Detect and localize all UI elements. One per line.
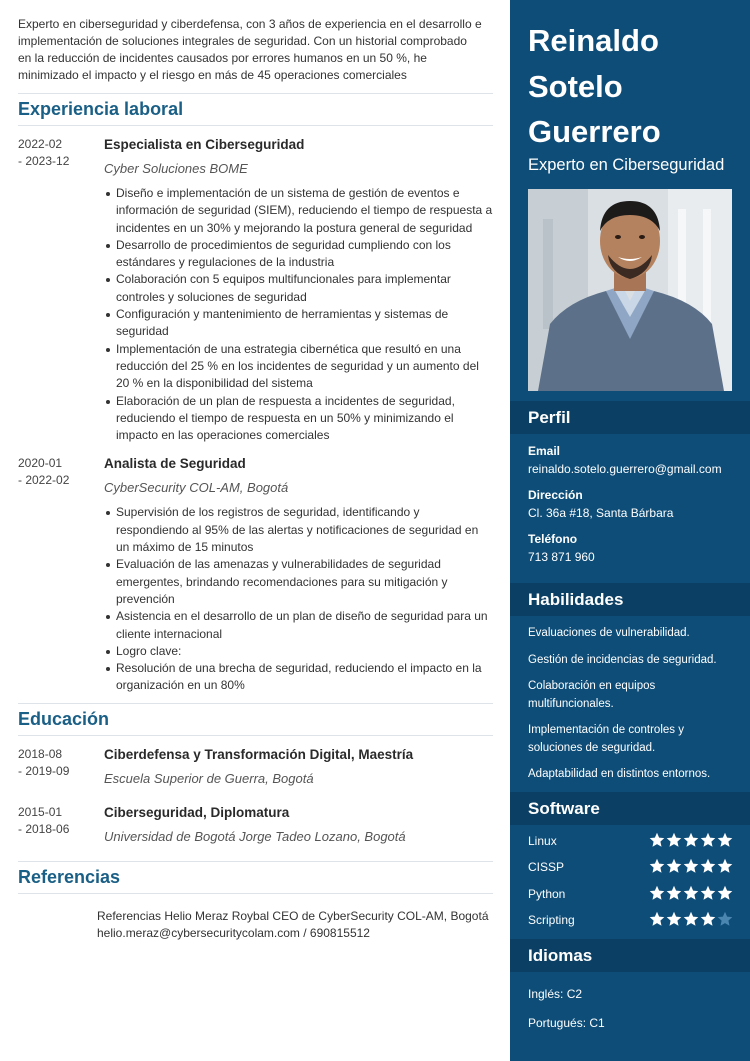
- job-dates: [18, 455, 98, 489]
- date-start: 2015-01: [18, 804, 63, 819]
- star-filled-icon: [717, 858, 733, 874]
- star-filled-icon: [700, 885, 716, 901]
- star-filled-icon: [666, 832, 682, 848]
- address-label: Dirección: [528, 488, 583, 502]
- skill-item: Implementación de controles y soluciones de seguridad.: [528, 724, 684, 754]
- job-company: Cyber Soluciones BOME: [104, 161, 248, 176]
- divider: [18, 861, 493, 862]
- star-filled-icon: [649, 885, 665, 901]
- job-entry: [18, 136, 493, 444]
- phone-label: Teléfono: [528, 532, 578, 546]
- divider: [18, 735, 493, 736]
- contact-email: [528, 443, 722, 477]
- job-company: CyberSecurity COL-AM, Bogotá: [104, 480, 289, 496]
- experience-heading: Experiencia laboral: [18, 99, 184, 119]
- job-dates: [18, 136, 98, 170]
- contact-address: [528, 487, 673, 521]
- education-entry: [18, 746, 493, 787]
- portrait-image: [528, 189, 732, 391]
- reference-contact: helio.meraz@cybersecuritycolam.com / 690815512: [97, 925, 370, 940]
- candidate-name: [510, 0, 750, 155]
- star-filled-icon: [717, 832, 733, 848]
- list-item: Desarrollo de procedimientos de seguridad cumpliendo con los estándares y regulaciones de la industria: [104, 237, 493, 272]
- star-filled-icon: [700, 832, 716, 848]
- skills-heading: Habilidades: [510, 583, 750, 616]
- list-item: Supervisión de los registros de seguridad, identificando y respondiendo al 95% de las alertas y notificaciones de seguridad en un máximo de 15 minutos: [104, 504, 493, 556]
- divider: [18, 893, 493, 894]
- software-row: [528, 858, 733, 878]
- education-dates: [18, 804, 98, 838]
- profile-heading: Perfil: [510, 401, 750, 434]
- job-title: Analista de Seguridad: [104, 456, 246, 472]
- education-degree: Ciberdefensa y Transformación Digital, Maestría: [104, 746, 414, 762]
- references-text: [18, 908, 493, 942]
- star-filled-icon: [666, 885, 682, 901]
- skill-item: Colaboración en equipos multifuncionales.: [528, 680, 656, 710]
- software-name: Python: [528, 887, 566, 901]
- skill-item: Gestión de incidencias de seguridad.: [528, 654, 717, 666]
- education-heading: Educación: [18, 708, 110, 729]
- languages-heading: Idiomas: [510, 939, 750, 972]
- job-bullets: [104, 185, 493, 444]
- language-item: Inglés: C2: [528, 987, 583, 1001]
- software-name: Scripting: [528, 913, 575, 927]
- reference-line: Referencias Helio Meraz Roybal CEO de CyberSecurity COL-AM, Bogotá: [97, 908, 489, 923]
- list-item: Colaboración con 5 equipos multifuncionales para implementar controles y soluciones de seguridad: [104, 271, 493, 306]
- list-item: Elaboración de un plan de respuesta a incidentes de seguridad, reduciendo el tiempo de respuesta en un 50% y minimizando el impacto en las operaciones comerciales: [104, 393, 493, 445]
- star-filled-icon: [683, 885, 699, 901]
- software-name: CISSP: [528, 860, 565, 874]
- name-line: Reinaldo: [528, 23, 659, 58]
- star-filled-icon: [666, 911, 682, 927]
- job-bullets: [104, 504, 493, 694]
- date-end: - 2019-09: [18, 763, 70, 778]
- software-name: Linux: [528, 834, 557, 848]
- email-label: Email: [528, 444, 561, 458]
- name-line: Sotelo: [528, 68, 623, 104]
- rating-stars: [649, 885, 733, 901]
- date-start: 2020-01: [18, 456, 63, 471]
- star-empty-icon: [717, 911, 733, 927]
- skill-item: Evaluaciones de vulnerabilidad.: [528, 627, 690, 639]
- phone-value[interactable]: 713 871 960: [528, 550, 595, 564]
- candidate-headline: Experto en Ciberseguridad: [528, 155, 725, 174]
- sidebar: [510, 0, 750, 1061]
- job-entry: [18, 455, 493, 694]
- list-item: Implementación de una estrategia cibernética que resultó en una reducción del 25 % en los incidentes de seguridad y un aumento del 20 % en la disponibilidad del sistema: [104, 341, 493, 393]
- profile-photo: [528, 189, 732, 391]
- star-filled-icon: [666, 858, 682, 874]
- email-value[interactable]: reinaldo.sotelo.guerrero@gmail.com: [528, 462, 722, 476]
- summary-text: Experto en ciberseguridad y ciberdefensa, con 3 años de experiencia en el desarrollo e implementación de soluciones integrales de seguridad. Con un historial comprobado en la reducción de incidentes causados por errores humanos en un 50 %, he minimizado el impacto y el riesgo en más de 45 operaciones comerciales: [18, 17, 482, 82]
- date-start: 2018-08: [18, 746, 63, 761]
- education-school: Escuela Superior de Guerra, Bogotá: [104, 770, 314, 786]
- skill-item: Adaptabilidad en distintos entornos.: [528, 768, 711, 780]
- software-row: [528, 911, 733, 931]
- job-title: Especialista en Ciberseguridad: [104, 137, 305, 152]
- star-filled-icon: [649, 832, 665, 848]
- divider: [18, 93, 493, 94]
- date-end: - 2023-12: [18, 154, 70, 168]
- list-item: Asistencia en el desarrollo de un plan de diseño de seguridad para un cliente internacional: [104, 608, 493, 643]
- star-filled-icon: [683, 858, 699, 874]
- date-start: 2022-02: [18, 137, 63, 151]
- education-school: Universidad de Bogotá Jorge Tadeo Lozano, Bogotá: [104, 828, 406, 844]
- list-item: Logro clave:: [104, 643, 493, 660]
- list-item: Diseño e implementación de un sistema de gestión de eventos e información de seguridad (SIEM), reduciendo el tiempo de respuesta a incidentes en un 30% y mejorando la postura general de seguridad: [104, 185, 493, 237]
- rating-stars: [649, 911, 733, 927]
- divider: [18, 703, 493, 704]
- software-row: [528, 832, 733, 852]
- star-filled-icon: [700, 858, 716, 874]
- rating-stars: [649, 858, 733, 874]
- rating-stars: [649, 832, 733, 848]
- star-filled-icon: [683, 911, 699, 927]
- address-value: Cl. 36a #18, Santa Bárbara: [528, 506, 674, 520]
- software-heading: Software: [510, 792, 750, 825]
- education-entry: [18, 804, 493, 845]
- contact-phone: [528, 531, 595, 565]
- date-end: - 2018-06: [18, 821, 70, 836]
- star-filled-icon: [649, 911, 665, 927]
- software-row: [528, 885, 733, 905]
- divider: [18, 125, 493, 126]
- date-end: - 2022-02: [18, 473, 70, 488]
- list-item: Resolución de una brecha de seguridad, reduciendo el impacto en la organización en un 80%: [104, 660, 493, 695]
- language-item: Portugués: C1: [528, 1016, 605, 1030]
- education-degree: Ciberseguridad, Diplomatura: [104, 804, 290, 820]
- list-item: Evaluación de las amenazas y vulnerabilidades de seguridad emergentes, brindando recomendaciones para su mitigación y prevención: [104, 556, 493, 608]
- star-filled-icon: [700, 911, 716, 927]
- star-filled-icon: [649, 858, 665, 874]
- education-dates: [18, 746, 98, 780]
- name-line: Guerrero: [528, 114, 661, 149]
- star-filled-icon: [717, 885, 733, 901]
- references-heading: Referencias: [18, 866, 121, 887]
- list-item: Configuración y mantenimiento de herramientas y sistemas de seguridad: [104, 306, 493, 341]
- star-filled-icon: [683, 832, 699, 848]
